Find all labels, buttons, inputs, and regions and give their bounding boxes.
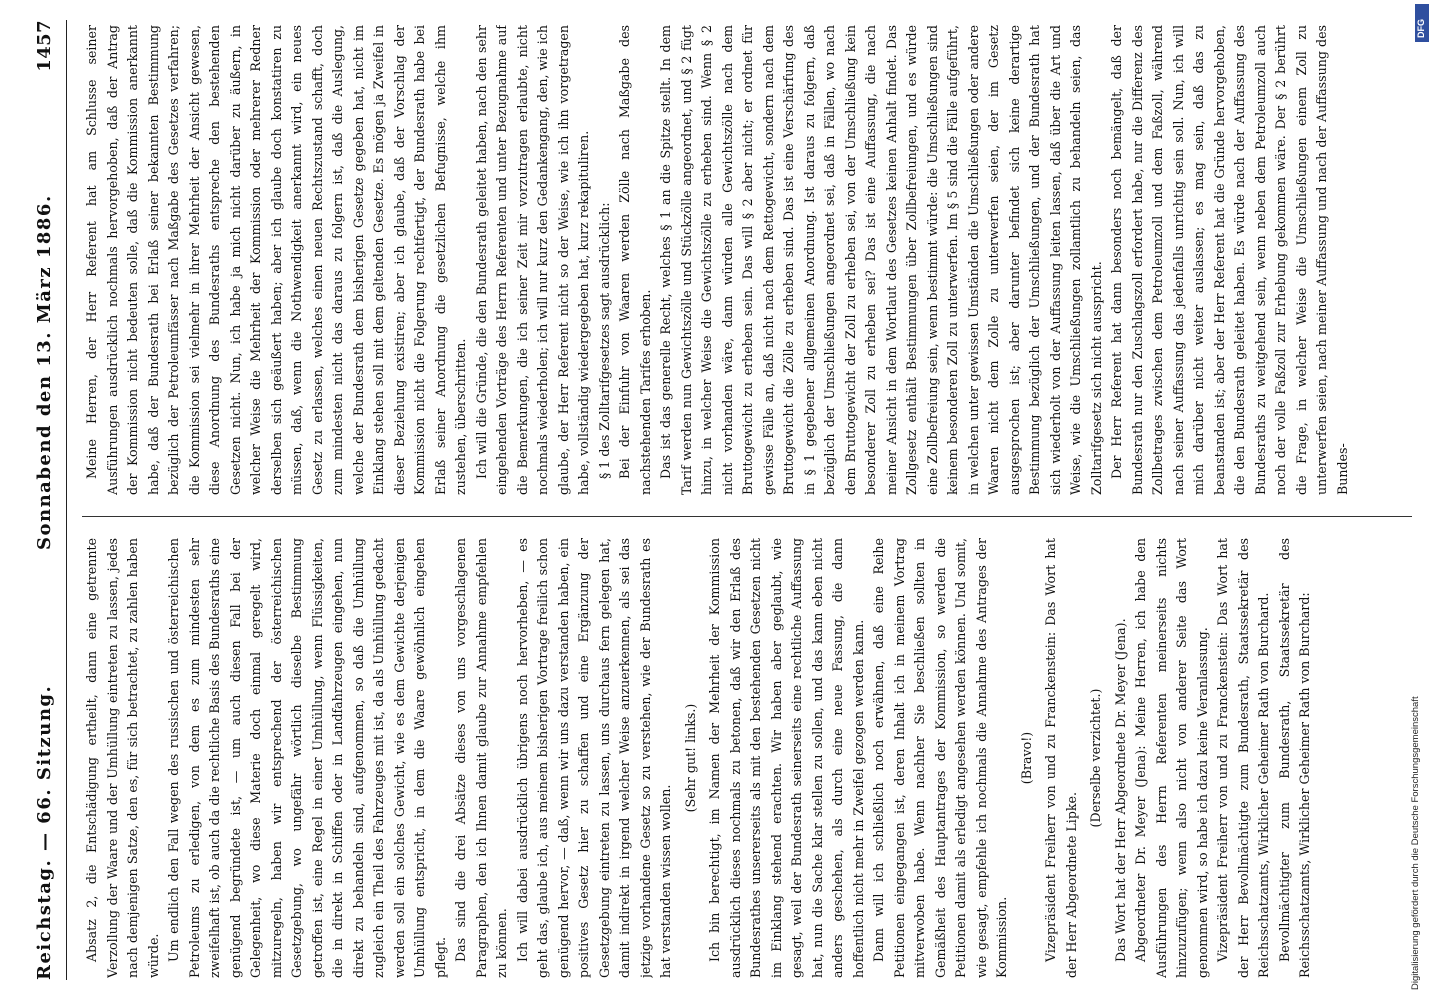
column-divider <box>82 516 1412 517</box>
header-session: Reichstag. — 66. Sitzung. <box>34 684 55 980</box>
stage-direction: (Derselbe verzichtet.) <box>1088 688 1103 828</box>
digitization-note <box>1410 0 1430 1000</box>
column-left <box>82 538 1412 978</box>
paragraph: Dann will ich schließlich noch erwähnen, daß eine Reihe Petitionen eingegangen ist, deren Inhalt ich in meinem Vortrag mitverwoben habe. Wenn nachher Sie beschließen sollten in Gemäßheit des Hauptantrages der Kommission, so werden die Petitionen damit als erledigt angesehen werden können. Und somit, wie gesagt, empfehle ich nochmals die Annahme des Antrages der Kommission. <box>871 538 1009 978</box>
paragraph: Das ist das generelle Recht, welches § 1 an die Spitze stellt. In dem Tarif werden nun Gewichtszölle und Stückzölle angeordnet, und § 2 fügt hinzu, in welcher Weise die Gewichtszölle zu erheben sind. Wenn § 2 nicht vorhanden wäre, dann würden alle Gewichtszölle nach dem Bruttogewicht zu erheben sein. Das will § 2 aber nicht; er ordnet für gewisse Fälle an, daß nicht nach dem Rettogewicht, sondern nach dem Bruttogewicht die Zölle zu erheben sind. Das ist eine Verschärfung des in § 1 gegebener allgemeinen Anordnung. Ist daraus zu folgern, daß bezüglich der Umschließungen angeordnet sei, daß in Fällen, wo nach dem Bruttogewicht der Zoll zu erheben sei, von der Umschließung kein besonderer Zoll zu erheben sei? Das ist eine Auffassung, die nach meiner Ansicht in dem Wortlaut des Gesetzes keinen Anhalt findet. Das Zollgesetz enthält Bestimmungen über Zollbefreiungen, und es würde eine Zollbefreiung sein, wenn bestimmt würde: die Umschließungen sind keinem besonderen Zoll zu unterwerfen. Im § 5 sind die Fälle aufgeführt, in welchen unter gewissen Umständen die Umschließungen oder andere Waaren nicht dem Zolle zu unterwerfen seien, der im Gesetz ausgesprochen ist; aber darunter befindet sich keine derartige Bestimmung bezüglich der Umschließungen, und der Bundesrath hat sich wiederholt von der Auffassung leiten lassen, daß über die Art und Weise, wie die Umschließungen zollamtlich zu behandeln seien, das Zolltarifgesetz sich nicht ausspricht. <box>658 25 1104 495</box>
stage-direction: (Sehr gut! links.) <box>682 703 698 813</box>
paragraph: Ich will dabei ausdrücklich übrigens noch hervorheben, — es geht das, glaube ich, aus meinem bisherigen Vortrage freilich schon genügend hervor, — daß, wenn wir uns dazu verstanden haben, ein positives Gesetz hier zu schaffen und eine Ergänzung der Gesetzgebung eintreten zu lassen, uns durchaus fern gelegen hat, damit indirekt in irgend welcher Weise anzuerkennen, als sei das jetzige vorhandene Gesetz so zu verstehen, wie der Bundesrath es hat verstanden wissen wollen. <box>514 538 673 978</box>
paragraph: Meine Herren, der Herr Referent hat am Schlusse seiner Ausführungen ausdrücklich nochmals hervorgehoben, daß der Antrag der Kommission nicht bedeuten solle, daß die Kommission anerkannt habe, daß der Bundesrath bei Erlaß seiner bekannten Bestimmung bezüglich der Petroleumfässer nach Maßgabe des Gesetzes verfahren; die Kommission sei vielmehr in ihrer Mehrheit der Ansicht gewesen, diese Anordnung des Bundesraths entspreche den bestehenden Gesetzen nicht. Nun, ich habe ja mich nicht darüber zu äußern, in welcher Weise die Mehrheit der Kommission oder mehrerer Redner derselben sich geäußert haben; aber ich glaube doch konstatiren zu müssen, daß, wenn die Nothwendigkeit anerkannt wird, ein neues Gesetz zu erlassen, welches einen neuen Rechtszustand schafft, doch zum mindesten nicht das daraus zu folgern ist, daß die Auslegung, welche der Bundesrath dem bisherigen Gesetze gegeben hat, nicht im Einklang stehen soll mit dem geltenden Gesetze. Es mögen ja Zweifel in dieser Beziehung existiren; aber ich glaube, daß der Vorschlag der Kommission nicht die Folgerung rechtfertigt, der Bundesrath habe bei Erlaß seiner Anordnung die gesetzlichen Befugnisse, welche ihm zustehen, überschritten. <box>84 25 468 495</box>
paragraph: Vizepräsident Freiherr von und zu Franckenstein: Das Wort hat der Herr Abgeordnete Lipke. <box>1043 538 1079 978</box>
column-right <box>82 25 1412 495</box>
paragraph: Der Herr Referent hat dann besonders noch bemängelt, daß der Bundesrath nur den Zuschlagszoll erfordert habe, nur die Differenz des Zollbetrages zwischen dem Petroleumzoll und dem Faßzoll, während nach seiner Auffassung das jedenfalls unrichtig sein soll. Nun, ich will mich darüber nicht weiter auslassen; es mag sein, daß das zu beanstanden ist; aber der Herr Referent hat die Gründe hervorgehoben, die den Bundesrath geleitet haben. Es würde nach der Auffassung des Bundesraths zu weitgehend sein, wenn neben dem Petroleumzoll auch noch der volle Faßzoll zur Erhebung gekommen wäre. Der § 2 berührt die Frage, in welcher Weise die Umschließungen einem Zoll zu unterwerfen seien, nach meiner Auffassung und nach der Auffassung des Bundes- <box>1109 25 1350 495</box>
paragraph: Abgeordneter Dr. Meyer (Jena): Meine Herren, ich habe den Ausführungen des Herrn Referenten meinerseits nichts hinzuzufügen; wenn also nicht von anderer Seite das Wort genommen wird, so habe ich dazu keine Veranlassung. <box>1133 538 1210 978</box>
paragraph: § 1 des Zolltarifgesetzes sagt ausdrücklich: <box>596 202 612 479</box>
page-number: 1457 <box>34 20 55 72</box>
stage-direction: (Bravo!) <box>1018 731 1034 785</box>
paragraph: Absatz 2, die Entschädigung ertheilt, dann eine getrennte Verzollung der Waare und der Umhüllung eintreten zu lassen, jedes nach demjenigen Satze, den es, für sich betrachtet, zu zahlen haben würde. <box>84 538 161 978</box>
header-date: Sonnabend den 13. März 1886. <box>34 194 55 550</box>
paragraph: Das Wort hat der Herr Abgeordnete Dr. Meyer (Jena). <box>1112 618 1128 962</box>
digitization-note-text: Digitalisierung gefördert durch die Deutsche Forschungsgemeinschaft <box>1410 696 1421 990</box>
paragraph: Bevollmächtigter zum Bundesrath, Staatssekretär des Reichsschatzamts, Wirklicher Geheimer Rath von Burchard: <box>1276 538 1312 978</box>
header-rule <box>66 20 67 980</box>
paragraph: Um endlich den Fall wegen des russischen und österreichischen Petroleums zu erledigen, von dem es zum mindesten sehr zweifelhaft ist, ob auch da die rechtliche Basis des Bundesraths eine genügend begründete ist, — um auch diesen Fall bei der Gelegenheit, wo diese Materie doch einmal geregelt wird, mitzuregeln, haben wir entsprechend der österreichischen Gesetzgebung, wo ungefähr wörtlich dieselbe Bestimmung getroffen ist, eine Regel in einer Umhüllung, wenn Flüssigkeiten, die in direkt in Schiffen oder in Landfahrzeugen eingehen, nun direkt zu behandeln sind, aufgenommen, so daß die Umhüllung zugleich ein Theil des Fahrzeuges mit ist, da als Umhüllung gedacht werden soll ein solches Gewicht, wie es dem Gewichte derjenigen Umhüllung entspricht, in dem die Waare gewöhnlich eingehen pflegt. <box>166 538 448 978</box>
dfg-logo-text: DFG <box>1416 19 1426 38</box>
paragraph: Das sind die drei Absätze dieses von uns vorgeschlagenen Paragraphen, den ich Ihnen damit glaube zur Annahme empfehlen zu können. <box>453 538 509 978</box>
paragraph: Bei der Einfuhr von Waaren werden Zölle nach Maßgabe des nachstehenden Tarifes erhoben. <box>617 25 653 495</box>
paragraph: Ich bin berechtigt, im Namen der Mehrheit der Kommission ausdrücklich dieses nochmals zu betonen, daß wir den Erlaß des Bundesrathes unsererseits als mit den bestehenden Gesetzen nicht im Einklang stehend erachten. Wir haben aber geglaubt, wie gesagt, weil der Bundesrath seinerseits eine rechtliche Auffassung hat, nun die Sache klar stellen zu sollen, und das kann eben nicht anders geschehen, als durch eine neue Fassung, die dann hoffentlich nicht mehr in Zweifel gezogen werden kann. <box>707 538 866 978</box>
paragraph: Ich will die Gründe, die den Bundesrath geleitet haben, nach den sehr eingehenden Vorträge des Herrn Referenten und unter Bezugnahme auf die Bemerkungen, die ich seiner Zeit mir vorzutragen erlaubte, nicht nochmals wiederholen; ich will nur kurz den Gedankengang, den, wie ich glaube, der Herr Referent nicht so der Weise, wie ich ihn vorgetragen habe, vollständig wiedergegeben hat, kurz rekapituliren. <box>473 25 591 495</box>
paragraph: Vizepräsident Freiherr von und zu Franckenstein: Das Wort hat der Herr Bevollmächtigte zum Bundesrath, Staatssekretär des Reichsschatzamts, Wirklicher Geheimer Rath von Burchard. <box>1215 538 1271 978</box>
running-head <box>28 20 64 980</box>
